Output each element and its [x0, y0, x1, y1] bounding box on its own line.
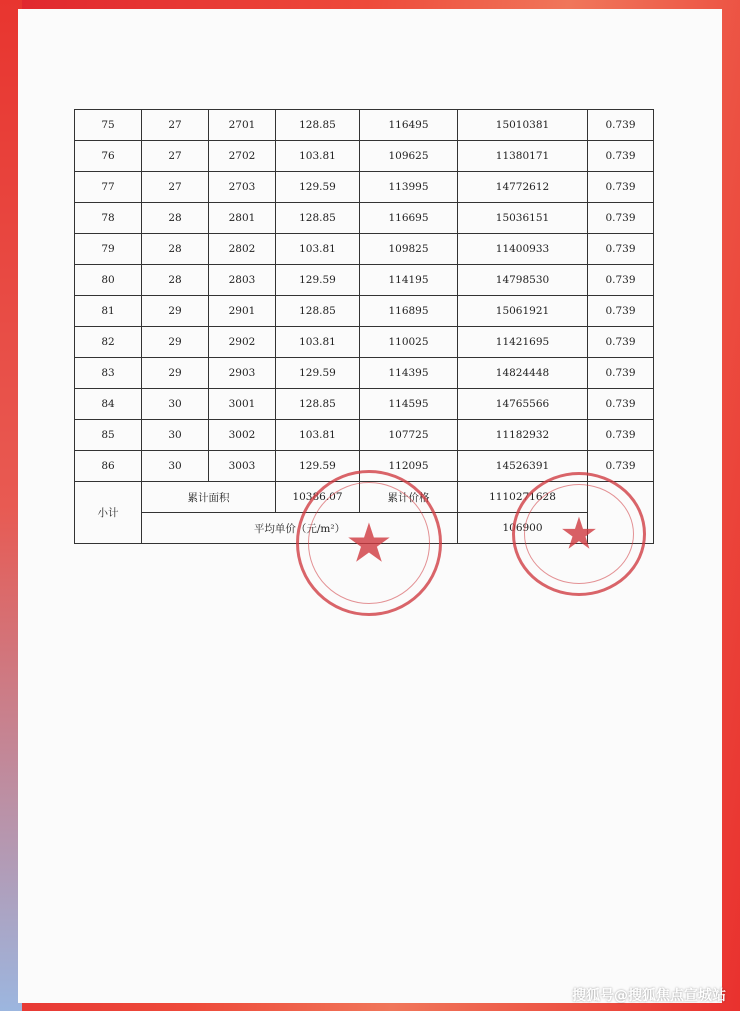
table-row: [75, 296, 654, 327]
table-row: [75, 265, 654, 296]
table-row: [75, 358, 654, 389]
area-cell: 103.81: [276, 141, 360, 172]
unit-number-cell: 2701: [209, 110, 276, 141]
official-seal-housing-bureau: [296, 470, 442, 616]
area-cell: 128.85: [276, 110, 360, 141]
row-number-cell: 78: [75, 203, 142, 234]
ratio-cell: 0.739: [588, 420, 654, 451]
row-number-cell: 83: [75, 358, 142, 389]
table-row: [75, 327, 654, 358]
ratio-cell: 0.739: [588, 451, 654, 482]
ratio-cell: 0.739: [588, 141, 654, 172]
unit-number-cell: 3001: [209, 389, 276, 420]
area-cell: 129.59: [276, 265, 360, 296]
unit-price-cell: 110025: [360, 327, 458, 358]
total-price-label: 累计价格: [360, 482, 458, 513]
area-cell: 103.81: [276, 420, 360, 451]
total-price-cell: 11421695: [458, 327, 588, 358]
unit-price-cell: 114595: [360, 389, 458, 420]
total-price-cell: 14824448: [458, 358, 588, 389]
total-price-cell: 11380171: [458, 141, 588, 172]
unit-price-cell: 113995: [360, 172, 458, 203]
table-row: [75, 172, 654, 203]
ratio-cell: 0.739: [588, 358, 654, 389]
unit-number-cell: 2903: [209, 358, 276, 389]
table-row: [75, 110, 654, 141]
unit-number-cell: 3002: [209, 420, 276, 451]
unit-number-cell: 2902: [209, 327, 276, 358]
total-price-cell: 14526391: [458, 451, 588, 482]
avg-price-label: 平均单价（元/m²）: [142, 513, 458, 544]
unit-price-cell: 114395: [360, 358, 458, 389]
floor-cell: 29: [142, 327, 209, 358]
unit-number-cell: 3003: [209, 451, 276, 482]
summary-label: 小计: [75, 482, 142, 544]
unit-price-cell: 116895: [360, 296, 458, 327]
row-number-cell: 84: [75, 389, 142, 420]
ratio-cell: 0.739: [588, 327, 654, 358]
ratio-cell: 0.739: [588, 203, 654, 234]
seal-star-icon: ★: [559, 508, 599, 560]
row-number-cell: 75: [75, 110, 142, 141]
company-seal: [512, 472, 646, 596]
unit-price-cell: 114195: [360, 265, 458, 296]
total-price-cell: 14772612: [458, 172, 588, 203]
ratio-cell: 0.739: [588, 389, 654, 420]
unit-price-cell: 112095: [360, 451, 458, 482]
floor-cell: 28: [142, 234, 209, 265]
floor-cell: 30: [142, 451, 209, 482]
floor-cell: 30: [142, 420, 209, 451]
total-area-value: 10386.07: [276, 482, 360, 513]
avg-price-value: 106900: [458, 513, 588, 544]
total-price-cell: 11182932: [458, 420, 588, 451]
area-cell: 129.59: [276, 451, 360, 482]
area-cell: 129.59: [276, 172, 360, 203]
unit-price-cell: 116495: [360, 110, 458, 141]
area-cell: 129.59: [276, 358, 360, 389]
area-cell: 128.85: [276, 203, 360, 234]
total-price-cell: 15061921: [458, 296, 588, 327]
unit-price-cell: 116695: [360, 203, 458, 234]
unit-number-cell: 2801: [209, 203, 276, 234]
ratio-cell: 0.739: [588, 172, 654, 203]
ratio-cell: 0.739: [588, 265, 654, 296]
unit-price-cell: 109825: [360, 234, 458, 265]
total-price-cell: 15036151: [458, 203, 588, 234]
area-cell: 103.81: [276, 234, 360, 265]
watermark-text: 搜狐号@搜狐焦点宣城站: [572, 988, 726, 1004]
row-number-cell: 80: [75, 265, 142, 296]
floor-cell: 27: [142, 172, 209, 203]
ratio-cell: 0.739: [588, 296, 654, 327]
row-number-cell: 79: [75, 234, 142, 265]
ratio-cell: 0.739: [588, 234, 654, 265]
floor-cell: 28: [142, 265, 209, 296]
floor-cell: 28: [142, 203, 209, 234]
table-row: [75, 389, 654, 420]
unit-price-cell: 107725: [360, 420, 458, 451]
table-row: [75, 141, 654, 172]
floor-cell: 29: [142, 358, 209, 389]
table-row: [75, 203, 654, 234]
total-price-cell: 11400933: [458, 234, 588, 265]
row-number-cell: 82: [75, 327, 142, 358]
floor-cell: 29: [142, 296, 209, 327]
total-price-cell: 14798530: [458, 265, 588, 296]
total-area-label: 累计面积: [142, 482, 276, 513]
total-price-value: 1110271628: [458, 482, 588, 513]
area-cell: 128.85: [276, 389, 360, 420]
table-row: [75, 234, 654, 265]
area-cell: 103.81: [276, 327, 360, 358]
ratio-cell: 0.739: [588, 110, 654, 141]
floor-cell: 30: [142, 389, 209, 420]
area-cell: 128.85: [276, 296, 360, 327]
table-row: [75, 420, 654, 451]
floor-cell: 27: [142, 110, 209, 141]
seal-star-icon: ★: [344, 511, 394, 575]
unit-number-cell: 2901: [209, 296, 276, 327]
row-number-cell: 77: [75, 172, 142, 203]
unit-number-cell: 2702: [209, 141, 276, 172]
total-price-cell: 15010381: [458, 110, 588, 141]
total-price-cell: 14765566: [458, 389, 588, 420]
row-number-cell: 85: [75, 420, 142, 451]
price-table-body: [75, 110, 654, 482]
row-number-cell: 86: [75, 451, 142, 482]
row-number-cell: 81: [75, 296, 142, 327]
unit-price-cell: 109625: [360, 141, 458, 172]
unit-number-cell: 2803: [209, 265, 276, 296]
floor-cell: 27: [142, 141, 209, 172]
unit-number-cell: 2703: [209, 172, 276, 203]
row-number-cell: 76: [75, 141, 142, 172]
unit-number-cell: 2802: [209, 234, 276, 265]
